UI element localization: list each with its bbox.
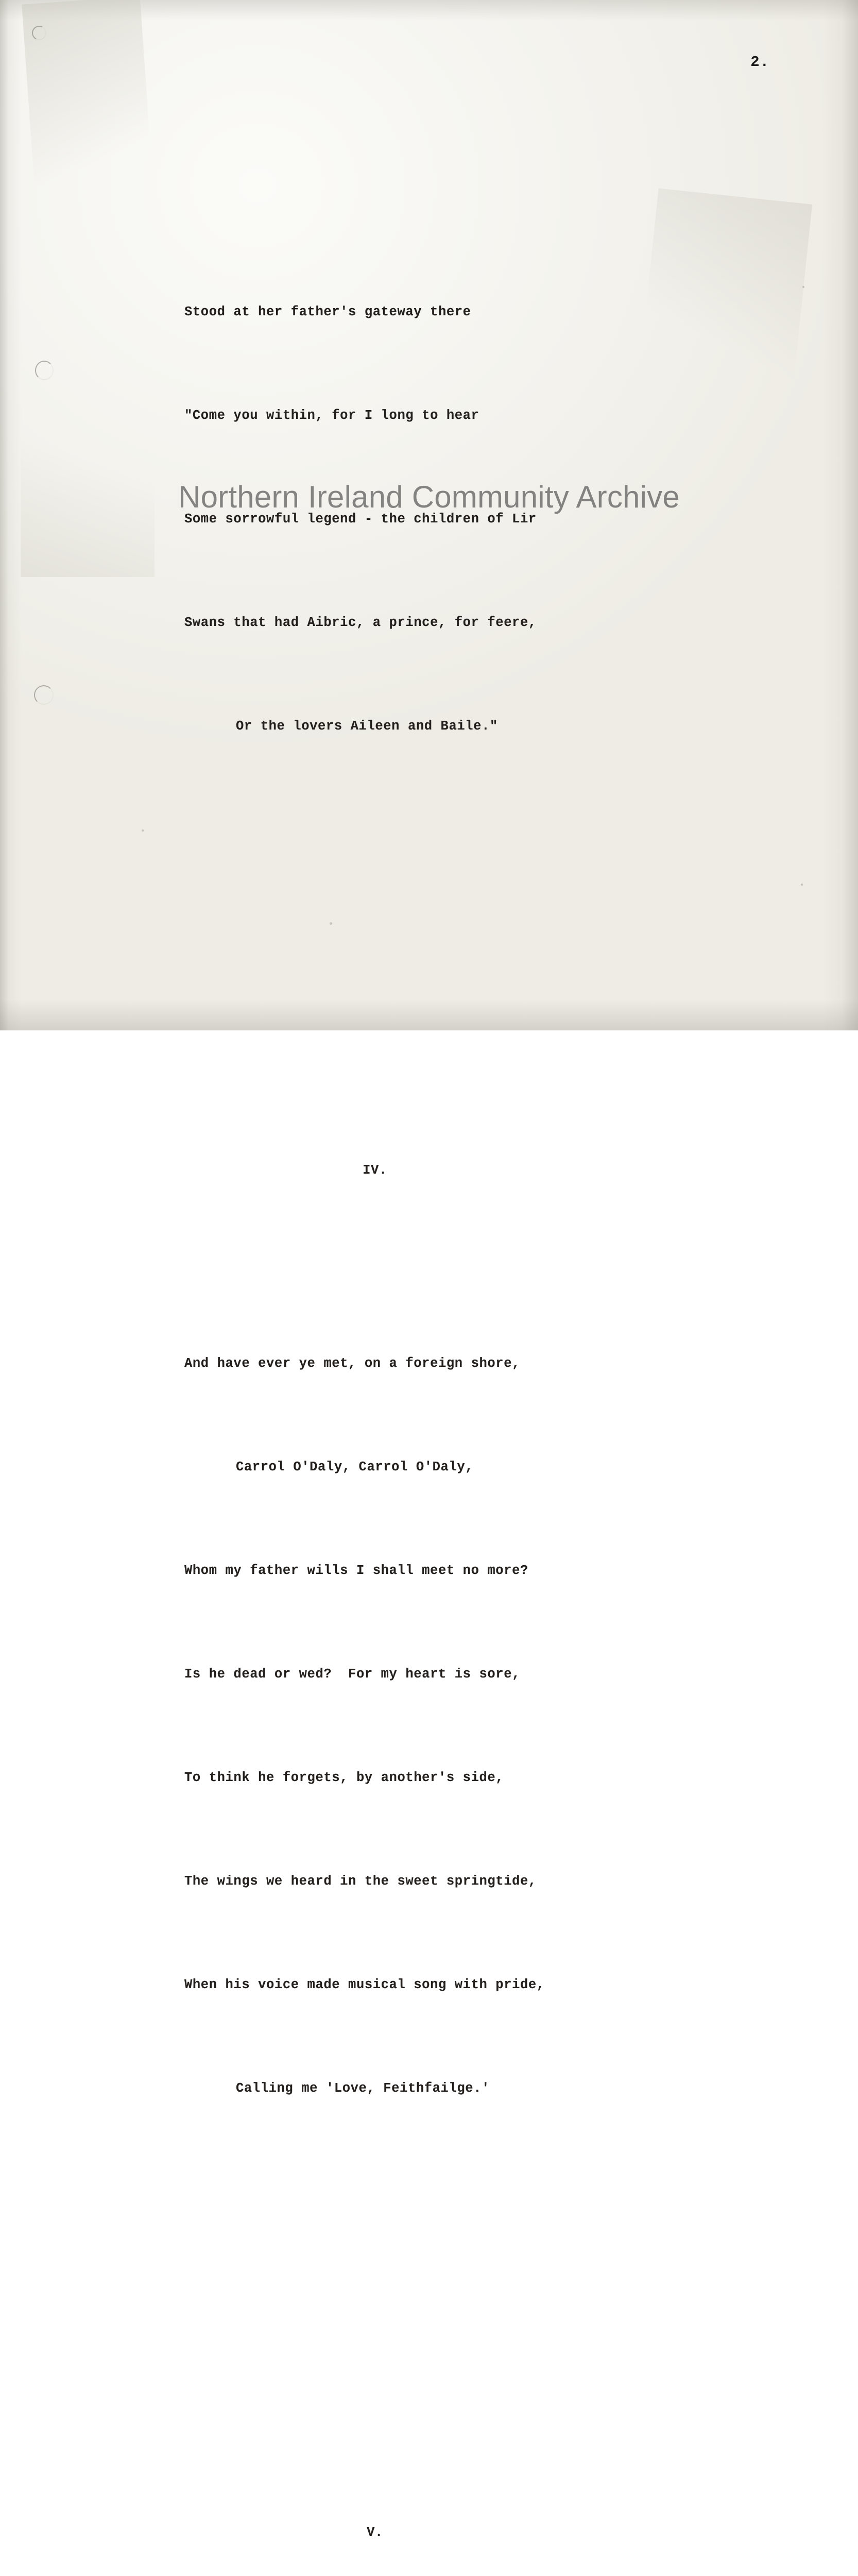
poem-line: To think he forgets, by another's side,: [184, 1770, 504, 1785]
page-edge-shadow-right: [822, 0, 858, 1030]
stanza: [184, 2446, 699, 2576]
paper-speck: [802, 286, 804, 288]
punch-hole-icon: [34, 685, 54, 705]
stanza: [184, 226, 699, 812]
poem-line: When his voice made musical song with pride,: [184, 1977, 545, 1992]
archive-watermark: Northern Ireland Community Archive: [178, 480, 680, 514]
typed-poem-body: [184, 88, 699, 2576]
poem-line: Some sorrowful legend - the children of Lir: [184, 512, 537, 527]
poem-line: Whom my father wills I shall meet no more?: [184, 1563, 528, 1578]
paper-speck: [801, 884, 803, 886]
poem-line: The wings we heard in the sweet springtide,: [184, 1874, 537, 1889]
poem-line: Carrol O'Daly, Carrol O'Daly,: [236, 1460, 474, 1475]
poem-line: Or the lovers Aileen and Baile.": [236, 719, 498, 734]
paper-crease: [22, 0, 159, 272]
poem-line: Stood at her father's gateway there: [184, 304, 471, 319]
punch-hole-icon: [30, 24, 48, 42]
numeral-gap: [184, 1257, 699, 1277]
poem-line: Calling me 'Love, Feithfailge.': [236, 2081, 490, 2096]
stanza: [184, 1084, 699, 2175]
page-edge-shadow-top: [0, 0, 858, 21]
stanza-gap: [184, 2278, 699, 2308]
punch-hole-icon: [35, 361, 54, 380]
poem-line: Is he dead or wed? For my heart is sore,: [184, 1667, 521, 1682]
page-edge-shadow-left: [0, 0, 22, 1030]
stanza-numeral: V.: [367, 2525, 383, 2540]
paper-speck: [142, 829, 144, 832]
stanza-numeral: IV.: [363, 1163, 387, 1178]
stanza-gap: [184, 916, 699, 946]
poem-line: Swans that had Aibric, a prince, for feere,: [184, 615, 537, 630]
paper-crease: [21, 422, 155, 577]
poem-line: "Come you within, for I long to hear: [184, 408, 479, 423]
poem-line: And have ever ye met, on a foreign shore,: [184, 1356, 521, 1371]
page-number: 2.: [750, 54, 769, 71]
